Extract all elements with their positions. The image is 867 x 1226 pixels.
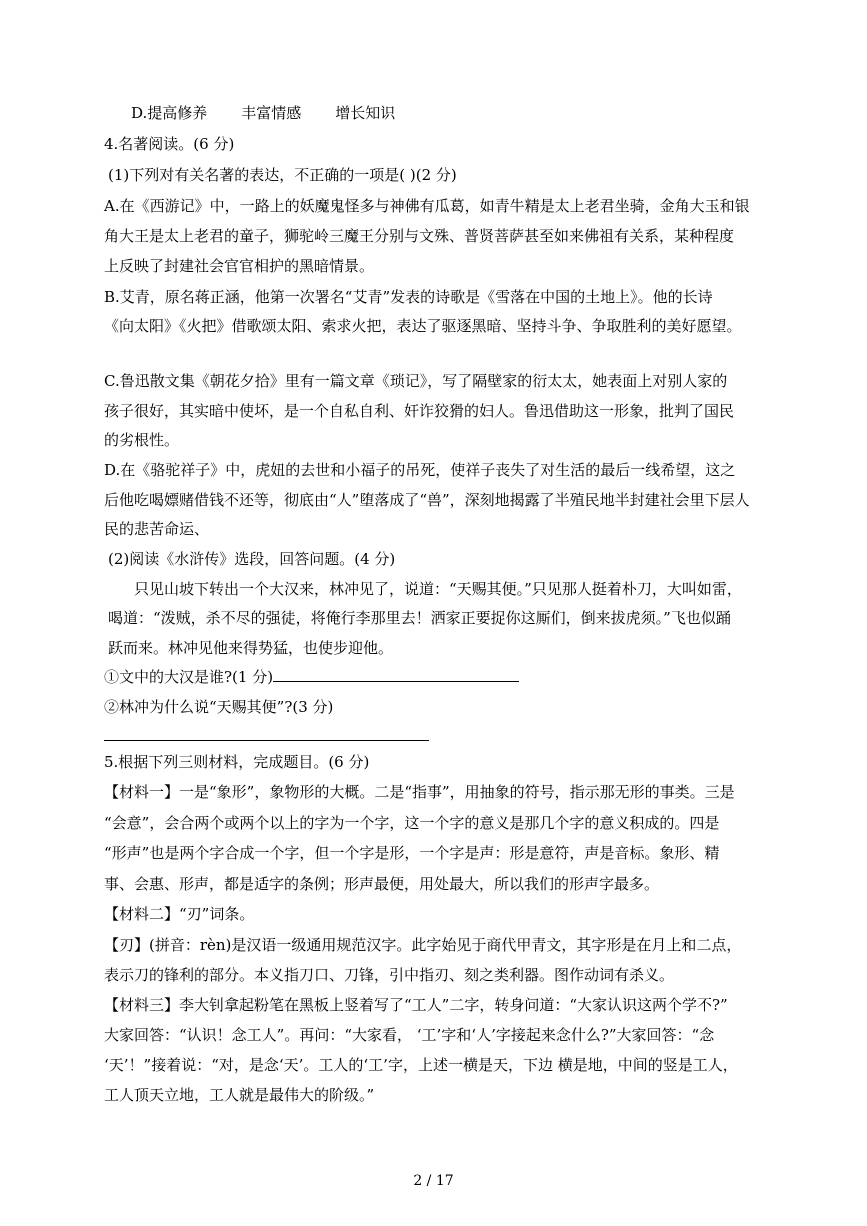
material-1-line-4: 事、会惠、形声，都是适字的条例；形声最便，用处最大，所以我们的形声字最多。 — [104, 875, 660, 893]
answer-blank-1[interactable] — [273, 667, 519, 682]
passage-line-1: 只见山坡下转出一个大汉来，林冲见了，说道：“天赐其便。”只见那人挺着朴刀，大叫如雷， — [134, 580, 742, 598]
material-3-line-2: 大家回答：“认识！念工人”。再问：“大家看， ‘工’字和‘人’字接起来念什么?”大家回答：“念 — [104, 1026, 715, 1044]
material-2-line-2: 表示刀的锋利的部分。本义指刀口、刀锋，引中指刃、刻之类利器。图作动词有杀义。 — [104, 966, 675, 984]
material-1-line-1: 【材料一】一是“象形”，象物形的大概。二是“指事”，用抽象的符号，指示那无形的事类。三是 — [104, 783, 735, 801]
subquestion-1-text: ①文中的大汉是谁?(1 分) — [104, 668, 274, 686]
option-d2-line-3: 民的悲苦命运、 — [104, 520, 210, 538]
material-3-line-4: 工人顶天立地，工人就是最伟大的阶级。” — [104, 1086, 375, 1104]
page-number: 2 / 17 — [413, 1173, 454, 1189]
option-c-line-2: 孩子很好，其实暗中使坏，是一个自私自利、奸诈狡猾的妇人。鲁迅借助这一形象，批判了国民 — [104, 402, 735, 420]
option-a-line-2: 角大王是太上老君的童子，狮驼岭三魔王分别与文殊、普贤菩萨甚至如来佛祖有关系，某种程度 — [104, 227, 735, 245]
passage-line-2: 喝道：“泼贼，杀不尽的强徒，将俺行李那里去！洒家正要捉你这厮们，倒来拔虎须。”飞也似踊 — [108, 609, 731, 627]
option-d-text-1: D.提高修养 — [131, 104, 208, 122]
material-3-line-1: 【材料三】李大钊拿起粉笔在黑板上竖着写了“工人”二字，转身问道：“大家认识这两个学不?” — [104, 996, 728, 1014]
question-5-heading: 5.根据下列三则材料，完成题目。(6 分) — [104, 753, 370, 771]
option-c-line-1: C.鲁迅散文集《朝花夕拾》里有一篇文章《琐记》，写了隔壁家的衍太太，她表面上对别人家的 — [104, 372, 728, 390]
option-d-line — [131, 103, 395, 123]
question-4-2-prompt: (2)阅读《水浒传》选段，回答问题。(4 分) — [108, 550, 396, 568]
option-d-text-2: 丰富情感 — [241, 104, 302, 122]
option-d2-line-1: D.在《骆驼祥子》中，虎妞的去世和小福子的吊死，使祥子丧失了对生活的最后一线希望，这之 — [104, 461, 736, 479]
answer-blank-2[interactable] — [104, 740, 429, 741]
option-b-line-2: 《向太阳》《火把》借歌颂太阳、索求火把，表达了驱逐黑暗、坚持斗争、争取胜利的美好愿望。 — [104, 317, 742, 335]
option-c-line-3: 的劣根性。 — [104, 431, 180, 449]
material-1-line-3: “形声”也是两个字合成一个字，但一个字是形，一个字是声：形是意符，声是音标。象形、精 — [104, 844, 720, 862]
material-2-line-1: 【刃】(拼音：rèn)是汉语一级通用规范汉字。此字始见于商代甲青文，其字形是在月上和二点， — [104, 936, 742, 954]
option-a-line-3: 上反映了封建社会官官相护的黑暗情景。 — [104, 257, 375, 275]
subquestion-1 — [104, 667, 519, 687]
material-1-line-2: “会意”，会合两个或两个以上的字为一个字，这一个字的意义是那几个字的意义积成的。四是 — [104, 814, 720, 832]
question-4-1-prompt: (1)下列对有关名著的表达，不正确的一项是( )(2 分) — [108, 166, 457, 184]
passage-line-3: 跃而来。林冲见他来得势猛，也使步迎他。 — [108, 639, 394, 657]
option-a-line-1: A.在《西游记》中，一路上的妖魔鬼怪多与神佛有瓜葛，如青牛精是太上老君坐骑，金角大玉和银 — [104, 197, 750, 215]
question-4-heading: 4.名著阅读。(6 分) — [104, 135, 235, 153]
material-2-heading: 【材料二】“刃”词条。 — [104, 905, 255, 923]
option-b-line-1: B.艾青，原名蒋正涵，他第一次署名“艾青”发表的诗歌是《雪落在中国的土地上》。他的长诗 — [104, 288, 713, 306]
subquestion-2: ②林冲为什么说“天赐其便”?(3 分) — [104, 698, 334, 716]
material-3-line-3: ‘天’！”接着说：“对，是念‘天’。工人的‘工’字，上述一横是天，下边 横是地，中间的竖是工人， — [104, 1056, 738, 1074]
option-d2-line-2: 后他吃喝嫖赌借钱不还等，彻底由“人”堕落成了“兽”，深刻地揭露了半殖民地半封建社会里下层人 — [104, 491, 750, 509]
option-d-text-3: 增长知识 — [335, 104, 396, 122]
